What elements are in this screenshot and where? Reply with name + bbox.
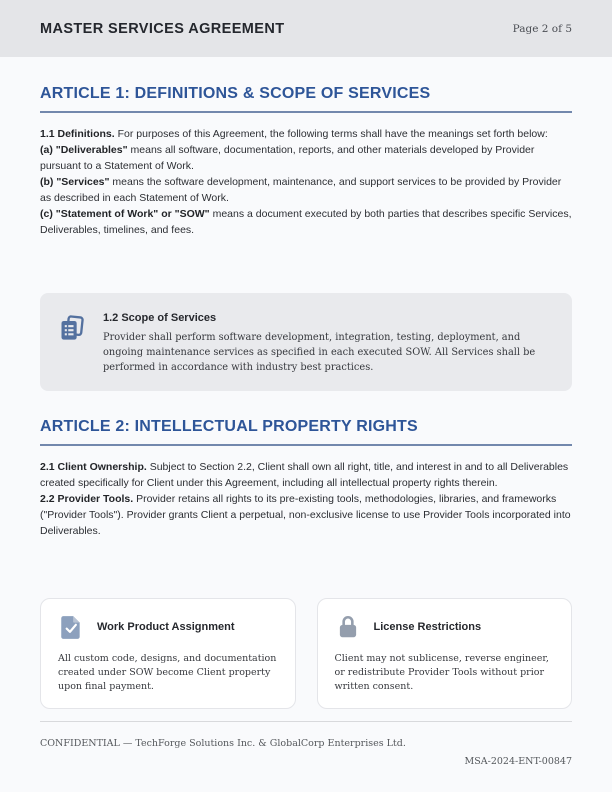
documents-icon — [58, 312, 88, 375]
paragraph-sow: (c) "Statement of Work" or "SOW" means a document executed by both parties that describes specific Services, Deliverables, timelines, and fees. — [40, 208, 572, 236]
term-lead: 2.1 Client Ownership. — [40, 461, 147, 473]
document-title: MASTER SERVICES AGREEMENT — [40, 20, 285, 37]
term-lead: (c) "Statement of Work" or "SOW" — [40, 208, 210, 220]
heading-rule — [40, 111, 572, 113]
article-2-section — [40, 418, 572, 709]
card-title: Work Product Assignment — [97, 621, 235, 633]
heading-rule — [40, 444, 572, 446]
card-body: All custom code, designs, and documentation created under SOW become Client property upon final payment. — [58, 653, 277, 692]
card-header — [58, 614, 278, 640]
callout-text — [103, 312, 550, 375]
file-check-icon — [58, 614, 84, 640]
page-content — [0, 85, 612, 709]
paragraph-client-ownership: 2.1 Client Ownership. Subject to Section 2.2, Client shall own all right, title, and interest in and to all Deliverables created specifically for Client under this Agreement, including all intellectual property rights therein. — [40, 461, 569, 489]
article-2-heading: ARTICLE 2: INTELLECTUAL PROPERTY RIGHTS — [40, 418, 418, 435]
paragraph-deliverables: (a) "Deliverables" means all software, documentation, reports, and other materials developed by Provider pursuant to a Statement of Work. — [40, 144, 535, 172]
page-footer — [40, 721, 572, 767]
article-2-paragraphs — [40, 459, 572, 539]
card-title: License Restrictions — [373, 621, 482, 633]
article-1-section — [40, 85, 572, 391]
article-1-paragraphs — [40, 126, 572, 238]
card-body: Client may not sublicense, reverse engineer, or redistribute Provider Tools without prior written consent. — [334, 653, 549, 692]
page-header — [0, 0, 612, 57]
card-header — [335, 614, 555, 640]
info-cards-row — [40, 598, 572, 709]
lock-icon — [335, 614, 361, 640]
article-1-heading: ARTICLE 1: DEFINITIONS & SCOPE OF SERVICES — [40, 85, 431, 102]
scope-of-services-callout — [40, 293, 572, 391]
callout-title: 1.2 Scope of Services — [103, 312, 217, 324]
term-lead: (a) "Deliverables" — [40, 144, 128, 156]
term-lead: (b) "Services" — [40, 176, 110, 188]
term-lead: 1.1 Definitions. — [40, 128, 115, 140]
callout-body: Provider shall perform software development, integration, testing, deployment, and ongoing maintenance services as specified in each executed SOW. All Services shall be performed in accordance with industry best practices. — [103, 332, 536, 373]
work-product-assignment-card — [40, 598, 296, 709]
license-restrictions-card — [317, 598, 573, 709]
paragraph-provider-tools: 2.2 Provider Tools. Provider retains all rights to its pre-existing tools, methodologies, libraries, and frameworks ("Provider Tools"). Provider grants Client a perpetual, non-exclusive license to use Provider Tools incorporated into Deliverables. — [40, 493, 571, 537]
confidential-notice: CONFIDENTIAL — TechForge Solutions Inc. & GlobalCorp Enterprises Ltd. — [40, 738, 406, 749]
paragraph-definitions: 1.1 Definitions. For purposes of this Agreement, the following terms shall have the meanings set forth below: — [40, 128, 548, 140]
page-indicator: Page 2 of 5 — [512, 22, 572, 35]
document-id: MSA-2024-ENT-00847 — [464, 756, 572, 767]
paragraph-services: (b) "Services" means the software development, maintenance, and support services to be provided by Provider as described in each Statement of Work. — [40, 176, 562, 204]
footer-divider — [40, 721, 572, 722]
term-lead: 2.2 Provider Tools. — [40, 493, 134, 505]
